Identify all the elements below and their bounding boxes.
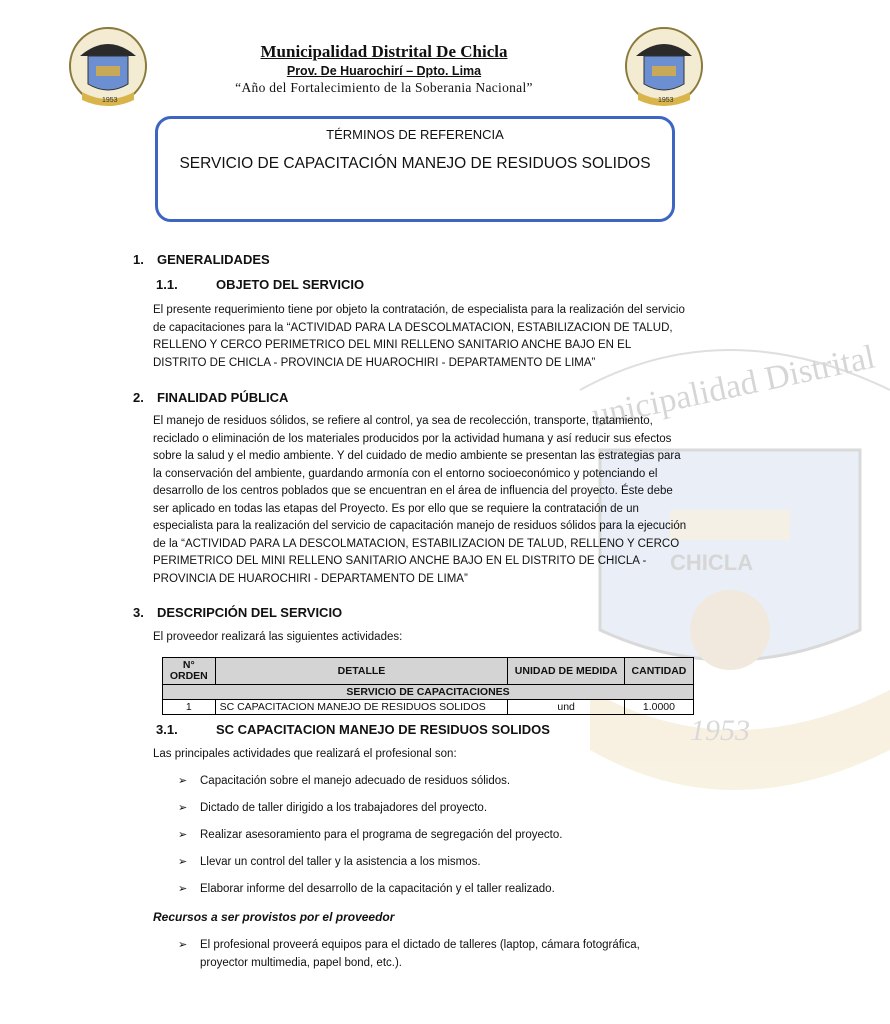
municipality-name: Municipalidad Distrital De Chicla	[260, 42, 508, 61]
list-item: Capacitación sobre el manejo adecuado de residuos sólidos.	[200, 775, 511, 787]
bullet-arrow-icon: ➢	[178, 856, 188, 868]
table-group-row	[163, 685, 694, 700]
cell-cantidad: 1.0000	[624, 700, 693, 715]
svg-text:1953: 1953	[658, 97, 674, 104]
year-motto: “Año del Fortalecimiento de la Soberania Nacional”	[235, 80, 533, 95]
header-unidad: UNIDAD DE MEDIDA	[508, 658, 625, 685]
section-3-1-title: SC CAPACITACION MANEJO DE RESIDUOS SOLIDOS	[216, 722, 550, 737]
table-row	[163, 700, 694, 715]
terms-of-reference-label: TÉRMINOS DE REFERENCIA	[326, 127, 504, 142]
municipal-seal-watermark	[560, 330, 890, 850]
section-1-1-paragraph: El presente requerimiento tiene por objeto la contratación, de especialista para la realización del servicio de capacitaciones para la “ACTIVIDAD PARA LA DESCOLMATACION, ESTABILIZACION DE TALUD, RELLENO Y CERCO PERIMETRICO DEL MINI RELLENO SANITARIO ANCHE BAJO EN EL DISTRITO DE CHICLA - PROVINCIA DE HUAROCHIRI - DEPARTAMENTO DE LIMA”	[153, 304, 685, 369]
list-item: Realizar asesoramiento para el programa de segregación del proyecto.	[200, 829, 563, 841]
cell-orden: 1	[163, 700, 216, 715]
resources-item: El profesional proveerá equipos para el dictado de talleres (laptop, cámara fotográfica, proyector multimedia, papel bond, etc.).	[200, 939, 640, 969]
bullet-arrow-icon: ➢	[178, 939, 188, 951]
section-1-number: 1.	[133, 252, 144, 267]
cell-detalle: SC CAPACITACION MANEJO DE RESIDUOS SOLIDOS	[215, 700, 508, 715]
section-3-title: DESCRIPCIÓN DEL SERVICIO	[157, 605, 343, 620]
bullet-arrow-icon: ➢	[178, 802, 188, 814]
section-2-paragraph: El manejo de residuos sólidos, se refiere al control, ya sea de recolección, transporte, tratamiento, reciclado o eliminación de los materiales producidos por la actividad humana y así reducir sus efectos sobre la salud y el medio ambiente. Y del cuidado de medio ambiente se presentan las estrategias para la conservación del ambiente, guardando armonía con el entorno socioeconómico y potenciando el desarrollo de los centros poblados que se encuentran en el área de influencia del proyecto. Éste debe ser aplicado en todas las etapas del Proyecto. Es por ello que se requiere la contratación de un especialista para la realización del servicio de capacitación manejo de residuos sólidos para la ejecución de la “ACTIVIDAD PARA LA DESCOLMATACION, ESTABILIZACION DE TALUD, RELLENO Y CERCO PERIMETRICO DEL MINI RELLENO SANITARIO ANCHE BAJO EN EL DISTRITO DE CHICLA - PROVINCIA DE HUAROCHIRI - DEPARTAMENTO DE LIMA”	[153, 415, 687, 585]
list-item: Llevar un control del taller y la asistencia a los mismos.	[200, 856, 481, 868]
watermark-text: unicipalidad Distrital	[588, 338, 879, 435]
resources-heading: Recursos a ser provistos por el proveedor	[153, 910, 395, 924]
section-2-number: 2.	[133, 390, 144, 405]
document-title: SERVICIO DE CAPACITACIÓN MANEJO DE RESIDUOS SOLIDOS	[179, 155, 651, 172]
cell-unidad: und	[508, 700, 625, 715]
table-header-row	[163, 658, 694, 685]
bullet-arrow-icon: ➢	[178, 883, 188, 895]
title-box	[155, 116, 675, 222]
section-2-title: FINALIDAD PÚBLICA	[157, 390, 289, 405]
header-orden: N° ORDEN	[163, 658, 216, 685]
svg-text:1953: 1953	[102, 97, 118, 104]
section-1-title: GENERALIDADES	[157, 252, 270, 267]
services-table	[162, 657, 694, 715]
header-cantidad: CANTIDAD	[624, 658, 693, 685]
bullet-arrow-icon: ➢	[178, 829, 188, 841]
section-3-1-intro: Las principales actividades que realizará el profesional son:	[153, 748, 457, 760]
section-3-intro: El proveedor realizará las siguientes actividades:	[153, 631, 403, 643]
section-1-1-number: 1.1.	[156, 277, 178, 292]
section-1-1-title: OBJETO DEL SERVICIO	[216, 277, 365, 292]
header-detalle: DETALLE	[215, 658, 508, 685]
watermark-place: CHICLA	[670, 550, 754, 575]
group-label: SERVICIO DE CAPACITACIONES	[163, 685, 694, 700]
list-item: Elaborar informe del desarrollo de la capacitación y el taller realizado.	[200, 883, 555, 895]
watermark-year: 1953	[690, 714, 750, 747]
province-line: Prov. De Huarochirí – Dpto. Lima	[286, 64, 482, 78]
municipal-logo-right	[622, 22, 706, 112]
section-3-1-number: 3.1.	[156, 722, 178, 737]
section-3-number: 3.	[133, 605, 144, 620]
list-item: Dictado de taller dirigido a los trabajadores del proyecto.	[200, 802, 488, 814]
municipal-logo-left	[66, 22, 150, 112]
bullet-arrow-icon: ➢	[178, 775, 188, 787]
